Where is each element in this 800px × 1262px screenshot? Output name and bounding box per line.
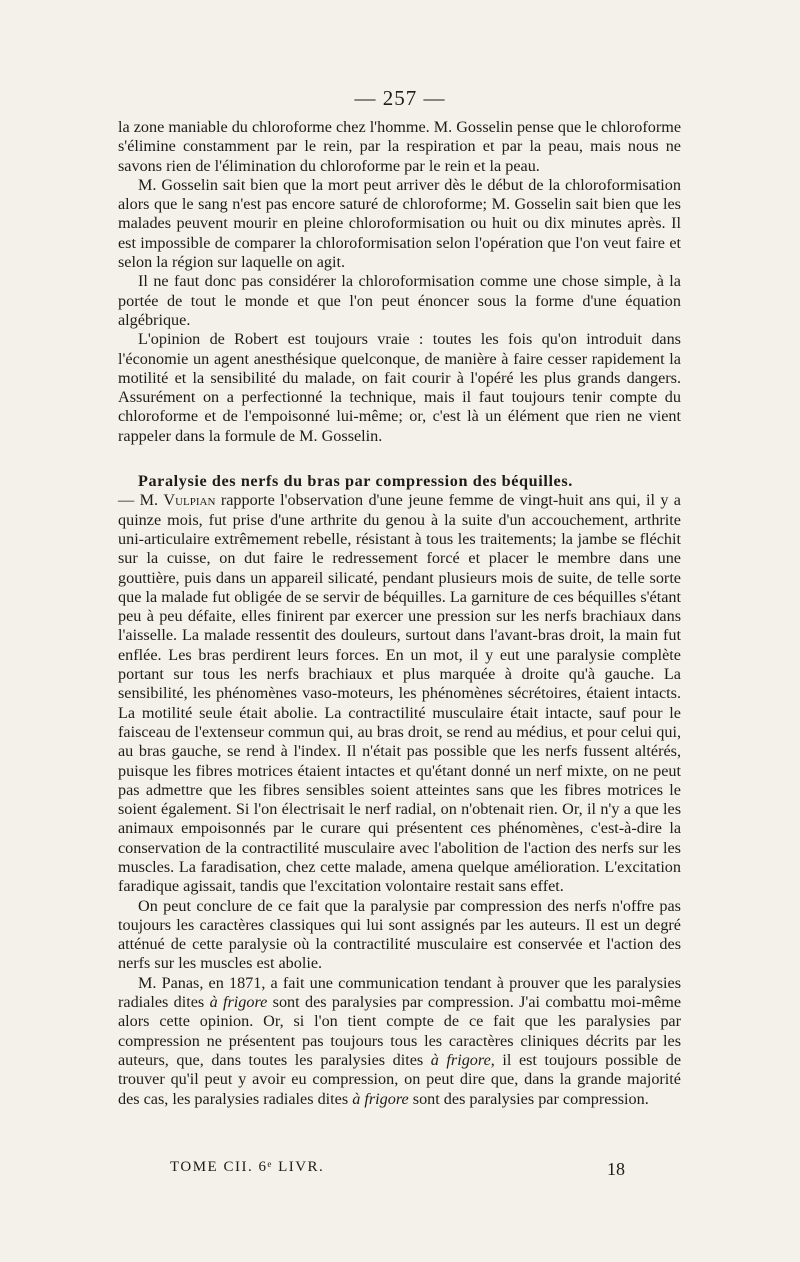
author-name: Vulpian: [163, 491, 216, 510]
section-text: rapporte l'observation d'une jeune femme de vingt-huit ans qui, il y a quinze mois, fut prise d'une arthrite du genou à la suite d'un accouchement, arthrite uni-articulaire extrêmement rebelle, résistant à tous les traitements; la jambe se fléchit sur la cuisse, on dut faire le redressement forcé et placer le membre dans une gouttière, puis dans un appareil silicaté, pendant plusieurs mois de suite, de telle sorte que la malade fut obligée de se servir de béquilles. La garniture de ces béquilles s'étant peu à peu défaite, elles finirent par exercer une pression sur les nerfs brachiaux dans l'aisselle. La malade ressentit des douleurs, surtout dans l'avant-bras droit, la main fut enflée. Les bras perdirent leurs forces. En un mot, il y eut une paralysie complète portant sur tous les nerfs brachiaux et plus marquée à droite qu'à gauche. La sensibilité, les phénomènes vaso-moteurs, les phénomènes sécrétoires, étaient intacts. La motilité seule était abolie. La contractilité musculaire était intacte, sauf pour le faisceau de l'extenseur commun qui, au bras droit, se rend au médius, et pour celui qui, au bras gauche, se rend à l'index. Il n'était pas possible que les nerfs fussent altérés, puisque les fibres motrices étaient intactes et qu'étant donné un nerf mixte, on ne peut pas admettre que les fibres sensibles soient atteintes sans que les fibres motrices le soient également. Si l'on électrisait le nerf radial, on n'obtenait rien. Or, il n'y a que les animaux empoisonnés par le curare qui présentent ces phénomènes, c'est-à-dire la conservation de la contractilité musculaire avec l'abolition de l'action des nerfs sur les muscles. La faradisation, chez cette malade, amena quelque amélioration. L'excitation faradique agissait, tandis que l'excitation volontaire restait sans effet.: [118, 491, 681, 896]
section-title: Paralysie des nerfs du bras par compression des béquilles.: [138, 472, 573, 491]
italic-run: à frigore: [209, 993, 268, 1012]
section-lead-dash: — M.: [118, 491, 164, 510]
text-run: sont des paralysies par compression.: [408, 1089, 649, 1108]
text-run: sont des paralysies par compression. J'ai combattu moi-même alors cette opinion. Or, si l'on tient compte de ce fait que les paralysies par compression ne présentent pas toujours tous les caractères cliniques décrits par les auteurs, que, dans toutes les paralysies dites: [118, 993, 681, 1069]
text-run: M. Panas, en 1871, a fait une communication tendant à prouver que les paralysies radiales dites: [118, 973, 681, 1012]
paragraph: Il ne faut donc pas considérer la chloroformisation comme une chose simple, à la portée de tout le monde et que l'on peut énoncer sous la forme d'une équation algébrique.: [118, 272, 681, 329]
text-run: , il est toujours possible de trouver qu'il peut y avoir eu compression, on peut dire que, dans la grande majorité des cas, les paralysies radiales dites: [118, 1050, 681, 1108]
paragraph: On peut conclure de ce fait que la paralysie par compression des nerfs n'offre pas toujours les caractères classiques qui lui sont assignés par les auteurs. Il est un degré atténué de cette paralysie où la contractilité musculaire est conservée et l'action des nerfs sur les muscles est abolie.: [118, 896, 681, 973]
sheet-number: 18: [607, 1159, 625, 1179]
section-spacer: [118, 446, 681, 472]
paragraph: la zone maniable du chloroforme chez l'homme. M. Gosselin pense que le chloroforme s'élimine constamment par le rein, par la respiration et par la peau, mais nous ne savons rien de l'élimination du chloroforme par le rein et la peau.: [118, 118, 681, 175]
paragraph: M. Gosselin sait bien que la mort peut arriver dès le début de la chloroformisation alors que le sang n'est pas encore saturé de chloroforme; M. Gosselin sait bien que les malades peuvent mourir en pleine chloroformisation ou huit ou dix minutes après. Il est impossible de comparer la chloroformisation selon l'opération que l'on veut faire et selon la région sur laquelle on agit.: [118, 175, 681, 272]
italic-run: à frigore: [352, 1089, 409, 1108]
body-text: [118, 118, 681, 1109]
section-paragraph: [118, 472, 681, 897]
page-footer: [170, 1159, 625, 1180]
page-number: — 257 —: [354, 86, 446, 110]
paragraph: L'opinion de Robert est toujours vraie : toutes les fois qu'on introduit dans l'économie un agent anesthésique quelconque, de manière à faire cesser rapidement la motilité et la sensibilité du malade, on fait courir à l'opéré les plus grands dangers. Assurément on a perfectionné la technique, mais il faut toujours tenir compte du chloroforme et de l'empoisonné lui-même; or, c'est là un élément que rien ne vient rappeler dans la formule de M. Gosselin.: [118, 330, 681, 445]
signature-mark: TOME CII. 6ᵉ LIVR.: [170, 1159, 325, 1175]
panas-paragraph: [118, 974, 681, 1109]
italic-run: à frigore: [430, 1050, 491, 1069]
